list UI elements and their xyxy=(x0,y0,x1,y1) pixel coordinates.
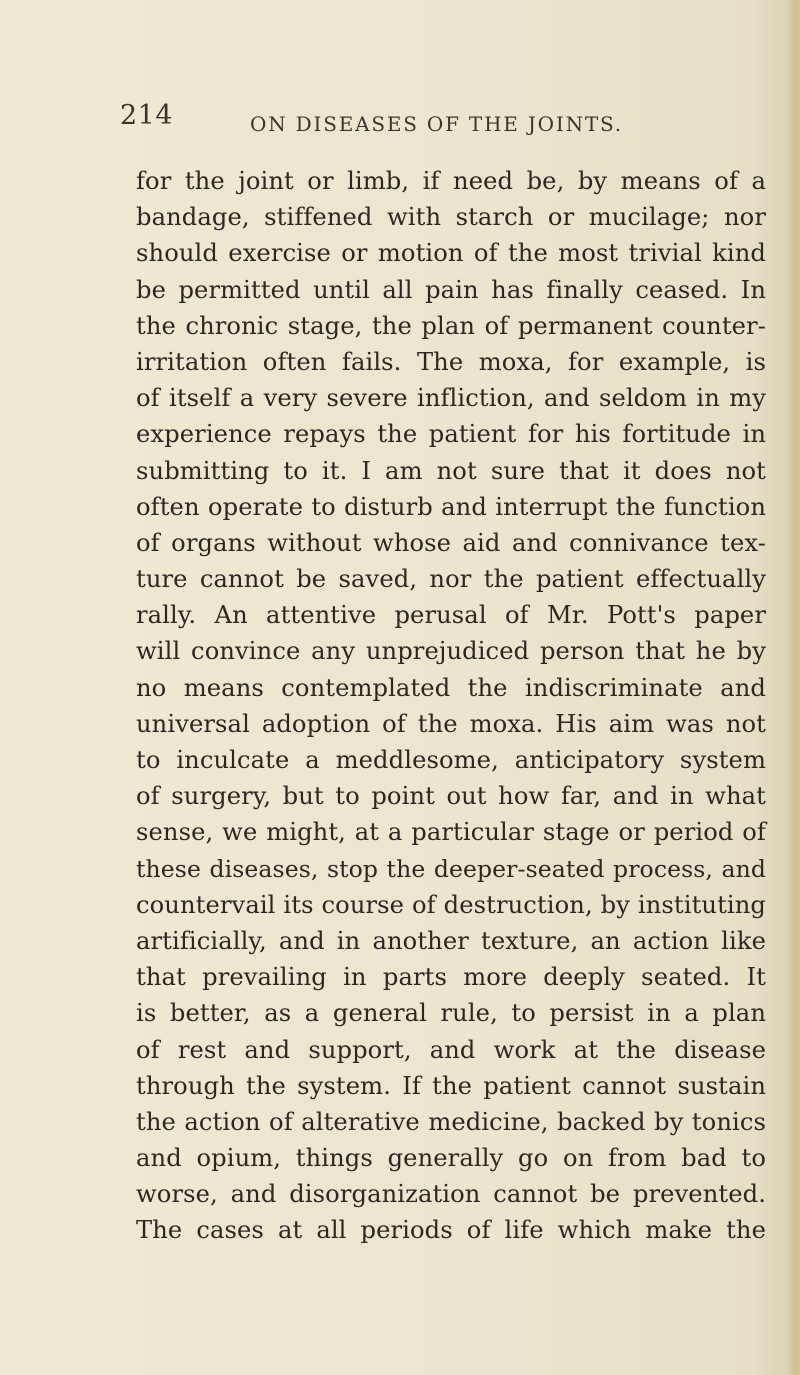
text-line: no means contemplated the indiscriminate and xyxy=(136,673,766,702)
body-text xyxy=(136,163,766,1249)
text-line: the action of alterative medicine, backed by tonics xyxy=(136,1107,766,1136)
text-line: ture cannot be saved, nor the patient effectually xyxy=(136,565,766,594)
page-number: 214 xyxy=(120,100,174,131)
text-line: The cases at all periods of life which make the xyxy=(136,1216,766,1245)
text-line: experience repays the patient for his fortitude in xyxy=(136,420,766,449)
text-line: be permitted until all pain has finally ceased. In xyxy=(136,275,766,304)
text-line: and opium, things generally go on from bad to xyxy=(136,1144,766,1173)
text-line: countervail its course of destruction, by instituting xyxy=(136,890,766,919)
text-line: artificially, and in another texture, an action like xyxy=(136,926,766,955)
text-line: of itself a very severe infliction, and seldom in my xyxy=(136,384,766,413)
text-line: often operate to disturb and interrupt the function xyxy=(136,492,766,521)
text-line: of rest and support, and work at the disease xyxy=(136,1035,766,1064)
text-line: that prevailing in parts more deeply seated. It xyxy=(136,963,766,992)
text-line: will convince any unprejudiced person that he by xyxy=(136,637,766,666)
text-line: through the system. If the patient cannot sustain xyxy=(136,1071,766,1100)
text-line: universal adoption of the moxa. His aim was not xyxy=(136,709,766,738)
text-line: for the joint or limb, if need be, by means of a xyxy=(136,167,766,195)
text-line: of surgery, but to point out how far, and in what xyxy=(136,782,766,811)
text-line: should exercise or motion of the most trivial kind xyxy=(136,239,766,268)
text-line: submitting to it. I am not sure that it does not xyxy=(136,456,766,485)
text-line: of organs without whose aid and connivance tex- xyxy=(136,528,766,557)
text-line: sense, we might, at a particular stage or period of xyxy=(136,818,766,847)
text-line: to inculcate a meddlesome, anticipatory system xyxy=(136,746,766,774)
text-line: the chronic stage, the plan of permanent counter- xyxy=(136,311,766,340)
running-head xyxy=(120,100,760,140)
text-line: bandage, stiffened with starch or mucilage; nor xyxy=(136,203,766,232)
text-line: these diseases, stop the deeper-seated process, and xyxy=(136,854,766,883)
page-edge xyxy=(786,0,800,1375)
text-line: is better, as a general rule, to persist in a plan xyxy=(136,999,766,1028)
text-line: worse, and disorganization cannot be prevented. xyxy=(136,1180,766,1209)
text-line: rally. An attentive perusal of Mr. Pott's paper xyxy=(136,601,766,630)
text-line: irritation often fails. The moxa, for example, is xyxy=(136,347,766,376)
running-head-title: ON DISEASES OF THE JOINTS. xyxy=(250,112,623,136)
